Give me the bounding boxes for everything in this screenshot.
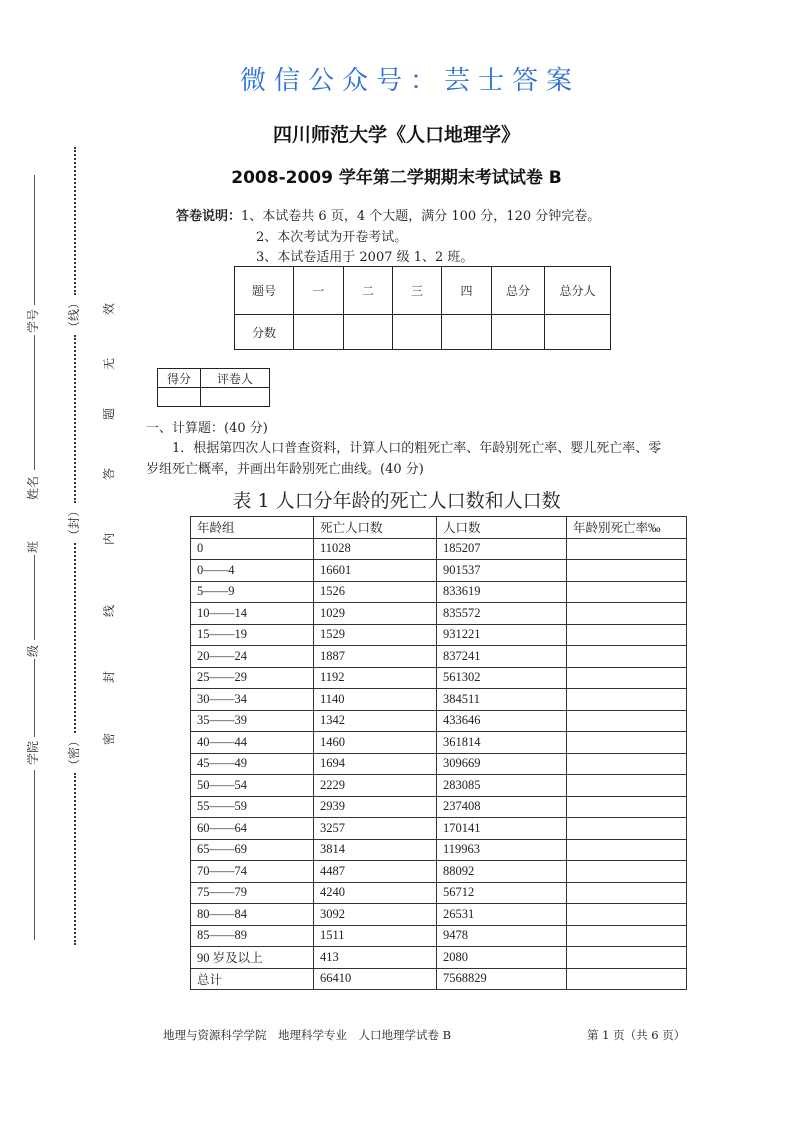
warning-char: 线 [102,604,116,617]
score-cell[interactable] [294,315,344,350]
answer-cell[interactable] [567,839,687,861]
table-cell: 30——34 [191,689,314,711]
watermark: 微信公众号：芸士答案 [240,66,581,96]
table-cell: 10——14 [191,603,314,625]
table-cell: 4240 [314,882,437,904]
seal-line [74,335,76,503]
table-cell: 413 [314,947,437,969]
field-underline [34,175,35,305]
grader-cell[interactable] [201,388,270,407]
instruction-item: 2、本次考试为开卷考试。 [256,230,408,245]
table-cell: 5——9 [191,581,314,603]
grader-box [157,368,270,407]
table-row [191,904,687,926]
table-row [191,646,687,668]
table-cell: 7568829 [437,968,567,990]
table-cell: 1529 [314,624,437,646]
field-label-college: 学院 [26,740,40,765]
table-cell: 931221 [437,624,567,646]
instructions [176,205,600,224]
question-text: 1．根据第四次人口普查资料，计算人口的粗死亡率、年龄别死亡率、婴儿死亡率、零 [172,441,662,456]
table-cell: 3814 [314,839,437,861]
answer-cell[interactable] [567,538,687,560]
question-text: 岁组死亡概率，并画出年龄别死亡曲线。(40 分) [146,462,424,477]
answer-cell[interactable] [567,689,687,711]
table-cell: 237408 [437,796,567,818]
score-cell[interactable] [545,315,611,350]
score-header: 四 [442,267,492,315]
table-row [191,925,687,947]
table-cell: 9478 [437,925,567,947]
answer-cell[interactable] [567,710,687,732]
table-cell: 40——44 [191,732,314,754]
table-cell: 1342 [314,710,437,732]
field-underline [34,659,35,737]
table-cell: 15——19 [191,624,314,646]
table-cell: 25——29 [191,667,314,689]
table-cell: 90 岁及以上 [191,947,314,969]
table-cell: 170141 [437,818,567,840]
field-label-student-id: 学号 [26,308,40,333]
instruction-item: 3、本试卷适用于 2007 级 1、2 班。 [256,250,474,265]
table-cell: 837241 [437,646,567,668]
warning-char: 效 [102,302,116,315]
table-row [191,861,687,883]
table-row [191,560,687,582]
table-cell: 20——24 [191,646,314,668]
table-row [191,839,687,861]
answer-cell[interactable] [567,624,687,646]
table-cell: 1460 [314,732,437,754]
answer-cell[interactable] [567,603,687,625]
table-cell: 16601 [314,560,437,582]
table-cell: 4487 [314,861,437,883]
answer-cell[interactable] [567,968,687,990]
exam-title: 四川师范大学《人口地理学》 [272,124,520,146]
score-header: 三 [393,267,442,315]
score-header: 总分人 [545,267,611,315]
table-row [191,667,687,689]
answer-cell[interactable] [567,947,687,969]
table-cell: 35——39 [191,710,314,732]
table-caption: 表 1 人口分年龄的死亡人口数和人口数 [232,490,561,512]
score-header: 一 [294,267,344,315]
score-header: 总分 [492,267,545,315]
score-cell[interactable] [393,315,442,350]
score-cell[interactable] [344,315,393,350]
table-cell: 2229 [314,775,437,797]
answer-cell[interactable] [567,904,687,926]
table-cell: 283085 [437,775,567,797]
table-row [191,581,687,603]
answer-cell[interactable] [567,646,687,668]
warning-char: 密 [102,732,116,745]
seal-mark: （密） [67,734,81,771]
table-cell: 1029 [314,603,437,625]
instruction-item: 1、本试卷共 6 页，4 个大题，满分 100 分，120 分钟完卷。 [241,209,601,224]
table-cell: 1887 [314,646,437,668]
answer-cell[interactable] [567,882,687,904]
grader-cell[interactable] [158,388,201,407]
table-row [191,732,687,754]
warning-char: 封 [102,670,116,683]
table-row [191,710,687,732]
seal-line [74,773,76,945]
table-cell: 50——54 [191,775,314,797]
mortality-table [190,516,687,990]
table-cell: 60——64 [191,818,314,840]
exam-subtitle: 2008-2009 学年第二学期期末考试试卷 B [231,168,562,188]
footer-page: 第 1 页（共 6 页） [587,1028,686,1042]
warning-char: 题 [102,407,116,420]
table-cell: 65——69 [191,839,314,861]
seal-mark: （线） [67,296,81,333]
table-cell: 433646 [437,710,567,732]
table-cell: 0 [191,538,314,560]
table-row [191,538,687,560]
table-cell: 835572 [437,603,567,625]
table-cell: 26531 [437,904,567,926]
table-cell: 45——49 [191,753,314,775]
table-cell: 1192 [314,667,437,689]
answer-cell[interactable] [567,775,687,797]
table-cell: 361814 [437,732,567,754]
answer-cell[interactable] [567,861,687,883]
table-cell: 75——79 [191,882,314,904]
table-row [191,947,687,969]
score-header: 题号 [235,267,294,315]
table-cell: 2080 [437,947,567,969]
column-header: 年龄组 [191,517,314,539]
answer-cell[interactable] [567,667,687,689]
table-cell: 70——74 [191,861,314,883]
table-cell: 3257 [314,818,437,840]
score-header: 二 [344,267,393,315]
table-cell: 0——4 [191,560,314,582]
table-cell: 185207 [437,538,567,560]
table-cell: 3092 [314,904,437,926]
table-cell: 56712 [437,882,567,904]
binding-margin [20,145,130,945]
field-label-class: 班 [26,540,40,553]
table-row [191,796,687,818]
footer-left: 地理与资源科学学院 地理科学专业 人口地理学试卷 B [163,1028,452,1042]
instructions-label: 答卷说明： [176,209,242,224]
score-cell[interactable] [492,315,545,350]
field-label-grade: 级 [26,644,40,657]
table-row [191,753,687,775]
table-row [191,968,687,990]
table-cell: 833619 [437,581,567,603]
field-underline [34,770,35,940]
table-cell: 80——84 [191,904,314,926]
table-cell: 1140 [314,689,437,711]
table-cell: 总计 [191,968,314,990]
table-cell: 1511 [314,925,437,947]
score-table [234,266,611,350]
table-cell: 561302 [437,667,567,689]
seal-mark: （封） [67,504,81,541]
score-row-label: 分数 [235,315,294,350]
table-cell: 55——59 [191,796,314,818]
answer-cell[interactable] [567,818,687,840]
grader-header: 评卷人 [201,369,270,388]
table-row [191,689,687,711]
column-header: 人口数 [437,517,567,539]
table-cell: 88092 [437,861,567,883]
table-cell: 66410 [314,968,437,990]
table-row [191,603,687,625]
table-cell: 119963 [437,839,567,861]
field-underline [34,555,35,640]
section-heading: 一、计算题：(40 分) [146,421,268,436]
field-label-name: 姓名 [26,475,40,500]
answer-cell[interactable] [567,796,687,818]
grader-header: 得分 [158,369,201,388]
table-cell: 1526 [314,581,437,603]
seal-line [74,543,76,733]
table-row [191,624,687,646]
warning-char: 无 [102,357,116,370]
answer-cell[interactable] [567,925,687,947]
table-cell: 2939 [314,796,437,818]
score-cell[interactable] [442,315,492,350]
answer-cell[interactable] [567,732,687,754]
answer-cell[interactable] [567,753,687,775]
answer-cell[interactable] [567,581,687,603]
field-underline [34,335,35,470]
warning-char: 内 [102,532,116,545]
table-cell: 11028 [314,538,437,560]
seal-line [74,147,76,295]
table-row [191,882,687,904]
table-row [191,775,687,797]
table-cell: 384511 [437,689,567,711]
warning-char: 答 [102,467,116,480]
column-header: 年龄别死亡率‰ [567,517,687,539]
table-cell: 901537 [437,560,567,582]
table-cell: 309669 [437,753,567,775]
table-row [191,818,687,840]
answer-cell[interactable] [567,560,687,582]
table-cell: 1694 [314,753,437,775]
table-cell: 85——89 [191,925,314,947]
column-header: 死亡人口数 [314,517,437,539]
